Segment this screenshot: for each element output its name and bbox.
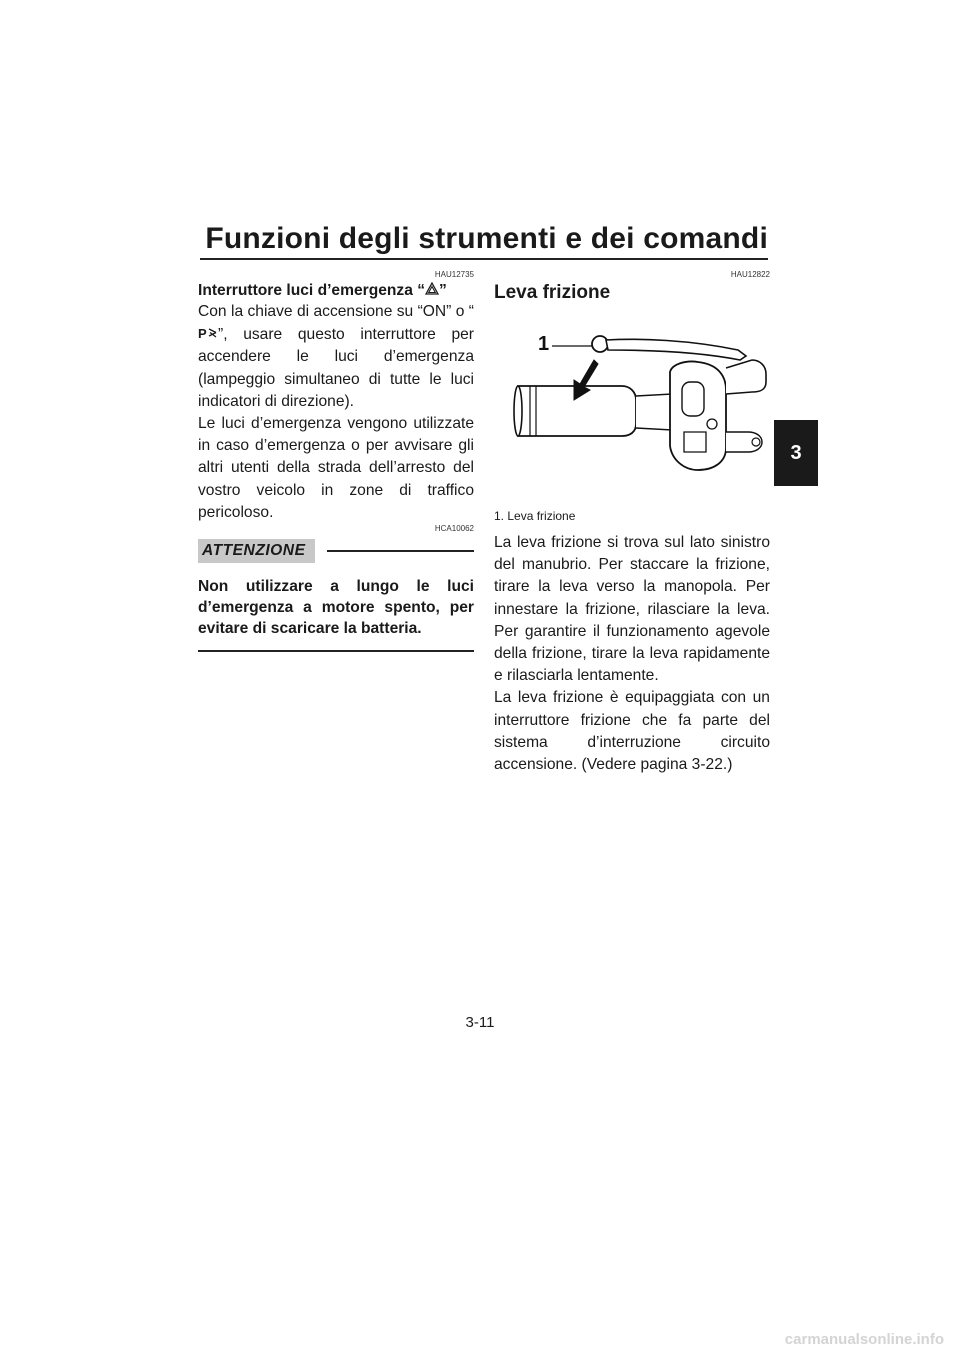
caution-box <box>198 538 474 652</box>
hazard-para-1-post: ”, usare questo interruttore per accendere le luci d’emergenza (lampeggio simultaneo di tutte le luci indicatori di direzione). <box>198 326 474 410</box>
figure-caption: 1. Leva frizione <box>494 509 576 523</box>
handlebar-tube <box>636 394 672 430</box>
left-column <box>198 270 474 652</box>
chapter-tab: 3 <box>774 420 818 486</box>
hazard-heading-post: ” <box>439 282 447 299</box>
caution-header <box>198 538 474 564</box>
hazard-para-1 <box>198 301 474 413</box>
grip-end <box>514 386 522 436</box>
handlebar-drawing <box>490 320 770 484</box>
lever-ball <box>592 336 608 352</box>
caution-rule <box>327 550 474 552</box>
caution-label: ATTENZIONE <box>198 539 315 563</box>
clutch-lever-heading: Leva frizione <box>494 282 611 303</box>
callout-number: 1 <box>538 333 550 355</box>
caution-bottom-rule <box>198 650 474 652</box>
clutch-para-2: La leva frizione è equipaggiata con un interruttore frizione che fa parte del sistema d’interruzione circuito accensione. (Vedere pagina 3-22.) <box>494 689 770 774</box>
hazard-icon <box>425 282 439 298</box>
parking-icon <box>198 326 218 342</box>
hazard-para-2: Le luci d’emergenza vengono utilizzate in caso d’emergenza o per avvisare gli altri utenti della strada dell’arresto del vostro veicolo in zone di traffico pericoloso. <box>198 415 474 521</box>
header-rule <box>200 258 768 260</box>
clutch-lever-illustration <box>490 320 770 484</box>
watermark: carmanualsonline.info <box>784 1331 944 1348</box>
mirror-mount <box>726 432 762 452</box>
hazard-switch-heading <box>198 280 474 301</box>
page-title: Funzioni degli strumenti e dei comandi <box>205 222 768 255</box>
page-number: 3-11 <box>465 1014 495 1031</box>
caution-text: Non utilizzare a lungo le luci d’emergenza a motore spento, per evitare di scaricare la batteria. <box>198 578 474 638</box>
hazard-heading-pre: Interruttore luci d’emergenza “ <box>198 282 426 299</box>
svg-text:P: P <box>198 326 207 340</box>
hazard-para-1-pre: Con la chiave di accensione su “ON” o “ <box>198 303 474 320</box>
section-code: HAU12822 <box>730 270 770 279</box>
section-code: HAU12735 <box>434 270 474 279</box>
clutch-lever <box>606 339 746 360</box>
clutch-para-1: La leva frizione si trova sul lato sinistro del manubrio. Per staccare la frizione, tirare la leva verso la manopola. Per innestare la frizione, rilasciare la leva. Per garantire il funzionamento agevole della frizione, tirare la leva rapidamente e rilasciarla lentamente. <box>494 534 770 685</box>
lever-bracket <box>726 360 766 394</box>
caution-code: HCA10062 <box>434 524 474 534</box>
right-column <box>494 270 770 776</box>
